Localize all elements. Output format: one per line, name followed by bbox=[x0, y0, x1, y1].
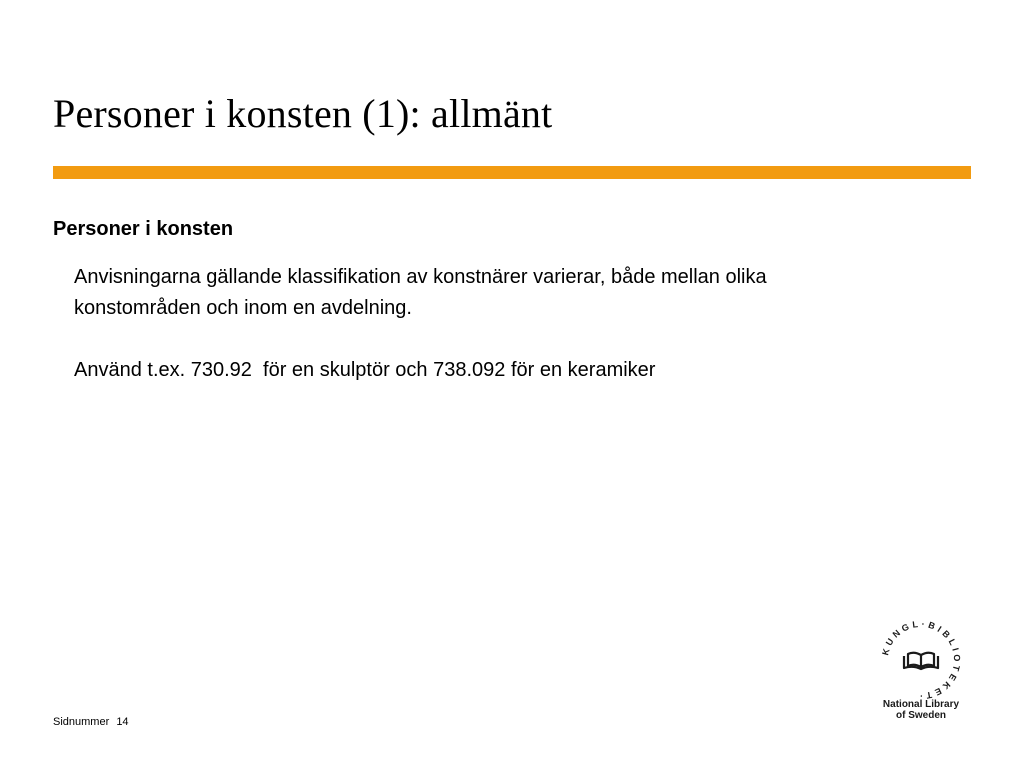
section-heading: Personer i konsten bbox=[53, 218, 234, 240]
logo-caption-line1: National Library bbox=[882, 699, 960, 710]
body-paragraph: Anvisningarna gällande klassifikation av konstnärer varierar, både mellan olika konstområden och inom en avdelning. bbox=[74, 266, 767, 319]
page-number-value: 14 bbox=[116, 716, 129, 728]
slide-title: Personer i konsten (1): allmänt bbox=[53, 91, 553, 136]
body-paragraph: Använd t.ex. 730.92 för en skulptör och 738.092 för en keramiker bbox=[74, 359, 656, 381]
svg-text:KUNGL·BIBLIOTEKET·: KUNGL·BIBLIOTEKET· bbox=[880, 620, 963, 702]
logo-caption bbox=[862, 699, 980, 721]
title-divider bbox=[53, 166, 971, 179]
page-number-footer bbox=[53, 715, 129, 729]
page-number-label: Sidnummer bbox=[53, 716, 110, 728]
logo-caption-line2: of Sweden bbox=[895, 710, 946, 721]
